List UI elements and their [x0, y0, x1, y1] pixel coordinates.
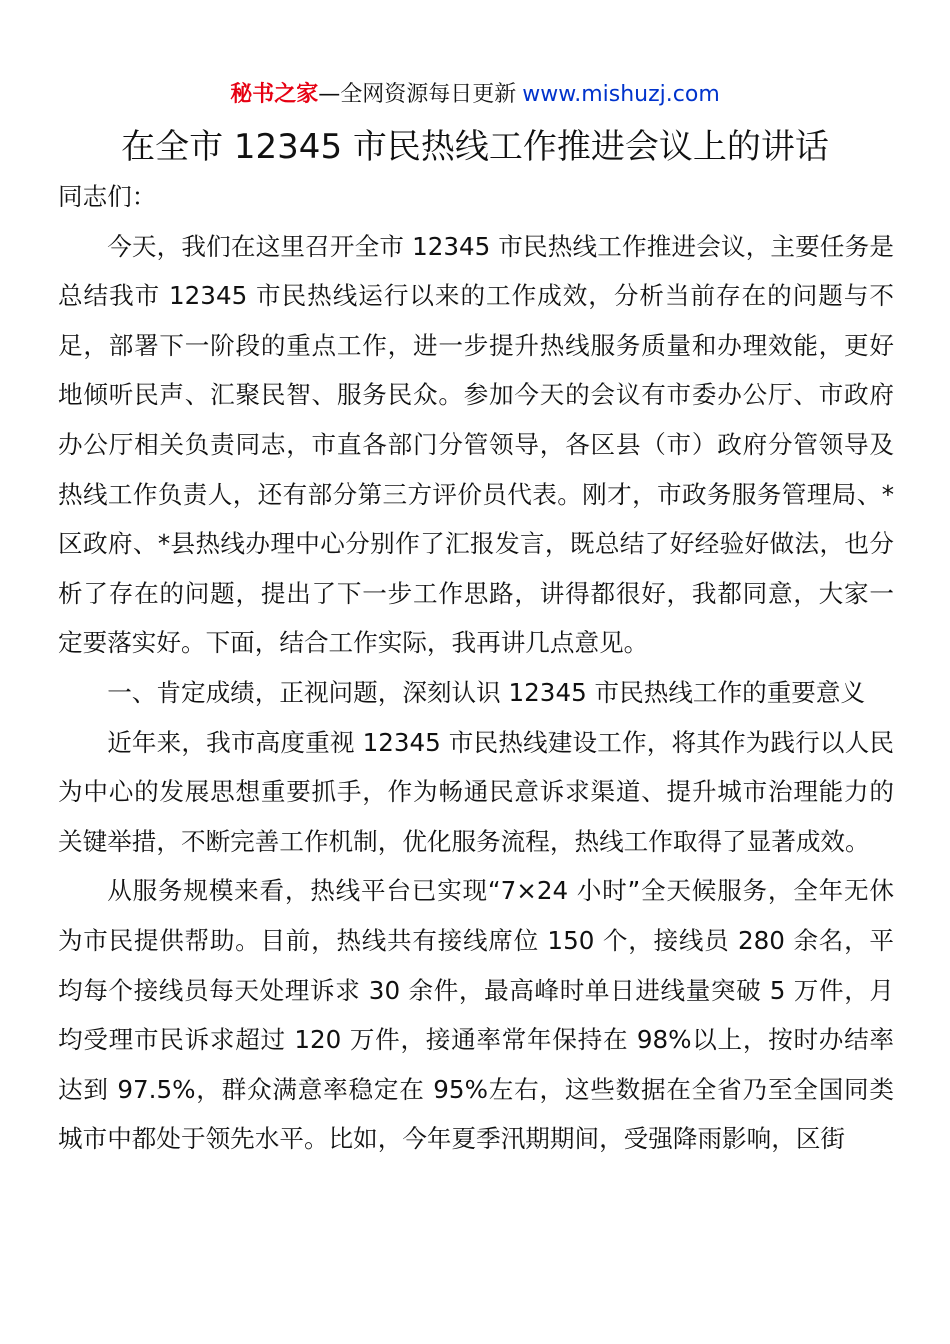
paragraph-achievements: 近年来，我市高度重视 12345 市民热线建设工作，将其作为践行以人民为中心的发展思想重要抓手，作为畅通民意诉求渠道、提升城市治理能力的关键举措，不断完善工作机制，优化服务流程，热线工作取得了显著成效。 [58, 727, 894, 856]
document-title: 在全市 12345 市民热线工作推进会议上的讲话 [121, 127, 829, 167]
document-body [58, 172, 894, 1164]
site-url-link[interactable]: www.mishuzj.com [522, 82, 720, 107]
paragraph-intro: 今天，我们在这里召开全市 12345 市民热线工作推进会议，主要任务是总结我市 12345 市民热线运行以来的工作成效，分析当前存在的问题与不足，部署下一阶段的重点工作，进一步提升热线服务质量和办理效能，更好地倾听民声、汇聚民智、服务民众。参加今天的会议有市委办公厅、市政府办公厅相关负责同志，市直各部门分管领导，各区县（市）政府分管领导及热线工作负责人，还有部分第三方评价员代表。刚才，市政务服务管理局、*区政府、*县热线办理中心分别作了汇报发言，既总结了好经验好做法，也分析了存在的问题，提出了下一步工作思路，讲得都很好，我都同意，大家一定要落实好。下面，结合工作实际，我再讲几点意见。 [58, 231, 894, 658]
header-tagline: —全网资源每日更新 [318, 82, 517, 107]
brand-name: 秘书之家 [230, 82, 319, 107]
paragraph-service-scale: 从服务规模来看，热线平台已实现“7×24 小时”全天候服务，全年无休为市民提供帮助。目前，热线共有接线席位 150 个，接线员 280 余名，平均每个接线员每天处理诉求 30 余件，最高峰时单日进线量突破 5 万件，月均受理市民诉求超过 120 万件，接通率常年保持在 98%以上，按时办结率达到 97.5%，群众满意率稳定在 95%左右，这些数据在全省乃至全国同类城市中都处于领先水平。比如，今年夏季汛期期间，受强降雨影响，区街 [58, 876, 894, 1154]
site-header [0, 80, 950, 110]
section-heading-1: 一、肯定成绩，正视问题，深刻认识 12345 市民热线工作的重要意义 [107, 677, 866, 707]
salutation: 同志们： [58, 182, 157, 211]
